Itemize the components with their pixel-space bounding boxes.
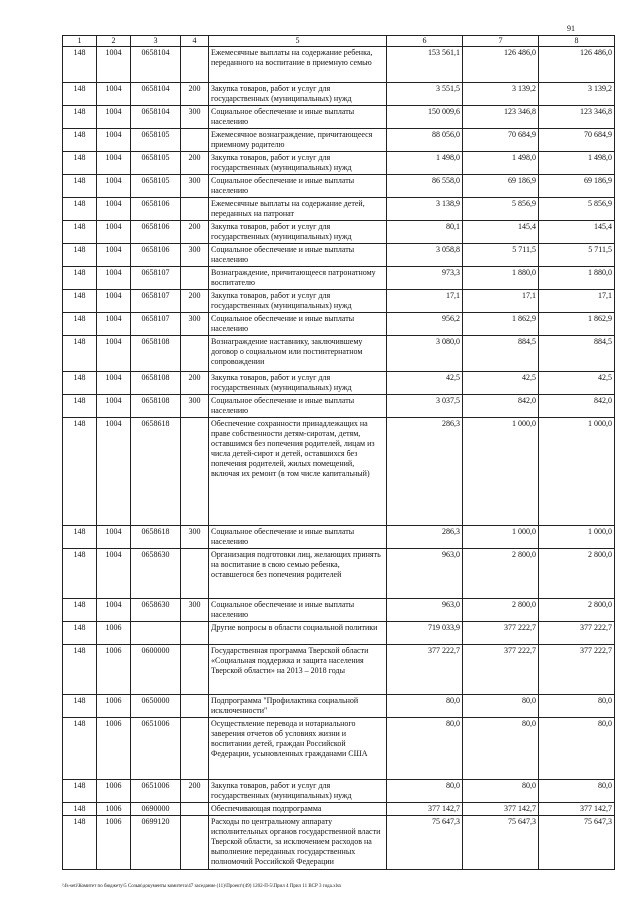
cell-c3: 0658108 [131,372,181,395]
cell-v8: 42,5 [539,372,615,395]
cell-c2: 1004 [97,152,131,175]
cell-v7: 2 800,0 [463,599,539,622]
cell-v7: 5 856,9 [463,198,539,221]
table-row [63,313,615,336]
cell-v7: 1 000,0 [463,418,539,526]
file-path-footer: \\fs-seti\Комитет по бюджету\5 Созыв\документы комитета\47 заседание (11)\Проект\(49) 1202-П-5\Прил 4 Прил 11 ВСР 3 года.xlsx [62,884,342,889]
cell-c2: 1006 [97,803,131,816]
table-row [63,526,615,549]
cell-c4 [181,267,209,290]
cell-c4: 200 [181,152,209,175]
cell-v8: 842,0 [539,395,615,418]
table-row [63,816,615,870]
cell-c2: 1004 [97,599,131,622]
cell-c4 [181,47,209,83]
cell-v7: 5 711,5 [463,244,539,267]
cell-c3: 0658105 [131,175,181,198]
cell-v6: 377 222,7 [387,645,463,695]
cell-c1: 148 [63,549,97,599]
cell-v8: 123 346,8 [539,106,615,129]
cell-v6: 86 558,0 [387,175,463,198]
table-row [63,152,615,175]
cell-v7: 80,0 [463,695,539,718]
cell-v6: 956,2 [387,313,463,336]
cell-v8: 2 800,0 [539,599,615,622]
cell-c3: 0650000 [131,695,181,718]
cell-c3: 0600000 [131,645,181,695]
cell-c4 [181,549,209,599]
cell-name: Обеспечивающая подпрограмма [209,803,387,816]
cell-c2: 1004 [97,244,131,267]
cell-v8: 1 000,0 [539,526,615,549]
cell-c1: 148 [63,816,97,870]
table-row [63,780,615,803]
table-row [63,106,615,129]
cell-c3: 0658107 [131,313,181,336]
cell-c4 [181,418,209,526]
table-row [63,336,615,372]
cell-v6: 42,5 [387,372,463,395]
cell-c4: 300 [181,244,209,267]
cell-name: Ежемесячные выплаты на содержание ребенка, переданного на воспитание в приемную семью [209,47,387,83]
cell-v7: 145,4 [463,221,539,244]
cell-c1: 148 [63,290,97,313]
cell-v7: 80,0 [463,718,539,780]
cell-v6: 80,1 [387,221,463,244]
cell-v6: 973,3 [387,267,463,290]
table-row [63,83,615,106]
cell-v8: 126 486,0 [539,47,615,83]
cell-c3: 0658105 [131,152,181,175]
table-row [63,645,615,695]
cell-v7: 842,0 [463,395,539,418]
cell-c1: 148 [63,83,97,106]
cell-c1: 148 [63,336,97,372]
cell-c4 [181,816,209,870]
cell-name: Государственная программа Тверской области «Социальная поддержка и защита населения Тверской области» на 2013 – 2018 годы [209,645,387,695]
cell-name: Вознаграждение наставнику, заключившему договор о социальном или постинтернатном сопровождении [209,336,387,372]
cell-name: Вознаграждение, причитающееся патронатному воспитателю [209,267,387,290]
column-header: 3 [131,36,181,47]
cell-c1: 148 [63,129,97,152]
cell-c3: 0658104 [131,106,181,129]
cell-name: Закупка товаров, работ и услуг для государственных (муниципальных) нужд [209,372,387,395]
cell-c2: 1006 [97,780,131,803]
cell-c1: 148 [63,395,97,418]
cell-c1: 148 [63,526,97,549]
cell-c2: 1004 [97,313,131,336]
cell-name: Социальное обеспечение и иные выплаты населению [209,175,387,198]
cell-c1: 148 [63,622,97,645]
cell-v6: 75 647,3 [387,816,463,870]
cell-c3: 0658107 [131,267,181,290]
table-row [63,129,615,152]
cell-v6: 377 142,7 [387,803,463,816]
cell-name: Социальное обеспечение и иные выплаты населению [209,244,387,267]
cell-c1: 148 [63,152,97,175]
cell-c3: 0699120 [131,816,181,870]
cell-c3: 0658107 [131,290,181,313]
cell-v8: 3 139,2 [539,83,615,106]
cell-name: Ежемесячное вознаграждение, причитающееся приемному родителю [209,129,387,152]
table-row [63,803,615,816]
cell-v8: 69 186,9 [539,175,615,198]
cell-c1: 148 [63,198,97,221]
table-row [63,175,615,198]
table-row [63,221,615,244]
cell-c3: 0658108 [131,336,181,372]
cell-c2: 1004 [97,336,131,372]
cell-v7: 123 346,8 [463,106,539,129]
table-row [63,622,615,645]
cell-v7: 2 800,0 [463,549,539,599]
cell-name: Социальное обеспечение и иные выплаты населению [209,526,387,549]
table-row [63,718,615,780]
cell-v7: 1 862,9 [463,313,539,336]
cell-c3: 0658104 [131,47,181,83]
cell-c1: 148 [63,372,97,395]
cell-v8: 70 684,9 [539,129,615,152]
header-row [63,36,615,47]
cell-v8: 80,0 [539,695,615,718]
cell-v8: 1 862,9 [539,313,615,336]
cell-v8: 377 222,7 [539,622,615,645]
cell-v7: 75 647,3 [463,816,539,870]
cell-v8: 2 800,0 [539,549,615,599]
cell-v7: 70 684,9 [463,129,539,152]
column-header: 7 [463,36,539,47]
cell-v6: 286,3 [387,526,463,549]
cell-c1: 148 [63,803,97,816]
cell-c2: 1006 [97,718,131,780]
cell-c1: 148 [63,47,97,83]
table-row [63,549,615,599]
cell-v7: 80,0 [463,780,539,803]
cell-v7: 377 142,7 [463,803,539,816]
column-header: 2 [97,36,131,47]
cell-v6: 286,3 [387,418,463,526]
cell-v8: 1 000,0 [539,418,615,526]
cell-c4 [181,622,209,645]
cell-c1: 148 [63,244,97,267]
cell-name: Ежемесячные выплаты на содержание детей, переданных на патронат [209,198,387,221]
cell-c2: 1004 [97,395,131,418]
cell-v8: 145,4 [539,221,615,244]
cell-c1: 148 [63,599,97,622]
cell-c3: 0658618 [131,418,181,526]
cell-v7: 884,5 [463,336,539,372]
cell-v6: 80,0 [387,695,463,718]
cell-v8: 377 142,7 [539,803,615,816]
table-row [63,244,615,267]
column-header: 4 [181,36,209,47]
cell-v8: 884,5 [539,336,615,372]
cell-c1: 148 [63,175,97,198]
cell-v6: 1 498,0 [387,152,463,175]
cell-c2: 1004 [97,526,131,549]
table-row [63,695,615,718]
cell-v7: 42,5 [463,372,539,395]
cell-c4: 200 [181,221,209,244]
cell-name: Расходы по центральному аппарату исполнительных органов государственной власти Тверской области, за исключением расходов на выполнение переданных государственных полномочий Российской Федерации [209,816,387,870]
cell-v6: 3 058,8 [387,244,463,267]
cell-c3: 0690000 [131,803,181,816]
cell-c1: 148 [63,695,97,718]
cell-c2: 1004 [97,372,131,395]
cell-v7: 377 222,7 [463,622,539,645]
cell-c4 [181,645,209,695]
cell-c4 [181,803,209,816]
cell-name: Другие вопросы в области социальной политики [209,622,387,645]
table-row [63,267,615,290]
cell-c3: 0651006 [131,718,181,780]
cell-c4: 300 [181,526,209,549]
cell-c2: 1004 [97,290,131,313]
cell-c3: 0658630 [131,549,181,599]
cell-c1: 148 [63,313,97,336]
cell-v8: 75 647,3 [539,816,615,870]
cell-c1: 148 [63,267,97,290]
cell-v7: 1 880,0 [463,267,539,290]
cell-c4: 200 [181,372,209,395]
cell-v7: 126 486,0 [463,47,539,83]
table-row [63,395,615,418]
cell-name: Закупка товаров, работ и услуг для государственных (муниципальных) нужд [209,152,387,175]
cell-v8: 80,0 [539,780,615,803]
cell-v6: 80,0 [387,780,463,803]
cell-c1: 148 [63,221,97,244]
cell-v7: 1 498,0 [463,152,539,175]
cell-c2: 1004 [97,175,131,198]
cell-v6: 3 551,5 [387,83,463,106]
cell-c4 [181,718,209,780]
cell-v8: 80,0 [539,718,615,780]
cell-name: Обеспечение сохранности принадлежащих на праве собственности детям-сиротам, детям, оставшимся без попечения родителей, лицам из числа детей-сирот и детей, оставшихся без попечения родителей, жилых помещений, включая их ремонт (в том числе капитальный) [209,418,387,526]
cell-c3: 0658106 [131,244,181,267]
cell-c4 [181,336,209,372]
cell-c3: 0658104 [131,83,181,106]
cell-v8: 17,1 [539,290,615,313]
cell-name: Закупка товаров, работ и услуг для государственных (муниципальных) нужд [209,221,387,244]
cell-c1: 148 [63,718,97,780]
cell-name: Социальное обеспечение и иные выплаты населению [209,313,387,336]
cell-c4: 300 [181,106,209,129]
cell-c3 [131,622,181,645]
table-row [63,599,615,622]
cell-name: Закупка товаров, работ и услуг для государственных (муниципальных) нужд [209,780,387,803]
cell-c3: 0658105 [131,129,181,152]
cell-c4 [181,695,209,718]
cell-v6: 719 033,9 [387,622,463,645]
cell-v6: 17,1 [387,290,463,313]
cell-c4 [181,129,209,152]
cell-c4: 300 [181,313,209,336]
cell-name: Социальное обеспечение и иные выплаты населению [209,395,387,418]
cell-v6: 963,0 [387,599,463,622]
cell-v6: 153 561,1 [387,47,463,83]
cell-v6: 80,0 [387,718,463,780]
table-body [63,47,615,870]
cell-name: Осуществление перевода и нотариального заверения отчетов об условиях жизни и воспитании детей, граждан Российской Федерации, усыновленных гражданами США [209,718,387,780]
cell-v8: 5 856,9 [539,198,615,221]
cell-c4: 300 [181,599,209,622]
cell-v8: 5 711,5 [539,244,615,267]
budget-table [62,35,615,870]
cell-c2: 1006 [97,695,131,718]
cell-v6: 3 080,0 [387,336,463,372]
cell-v7: 17,1 [463,290,539,313]
cell-c2: 1004 [97,198,131,221]
cell-c3: 0658106 [131,221,181,244]
cell-name: Подпрограмма "Профилактика социальной исключенности" [209,695,387,718]
cell-c3: 0658106 [131,198,181,221]
cell-c4: 200 [181,780,209,803]
cell-c2: 1006 [97,645,131,695]
table-row [63,198,615,221]
cell-v7: 69 186,9 [463,175,539,198]
cell-name: Социальное обеспечение и иные выплаты населению [209,599,387,622]
cell-v7: 3 139,2 [463,83,539,106]
cell-c3: 0658630 [131,599,181,622]
cell-c2: 1004 [97,418,131,526]
cell-c1: 148 [63,645,97,695]
cell-c4 [181,198,209,221]
cell-c3: 0658108 [131,395,181,418]
cell-c3: 0658618 [131,526,181,549]
cell-name: Закупка товаров, работ и услуг для государственных (муниципальных) нужд [209,290,387,313]
cell-name: Организация подготовки лиц, желающих принять на воспитание в свою семью ребенка, оставшегося без попечения родителей [209,549,387,599]
page-number: 91 [567,24,575,33]
cell-c2: 1004 [97,267,131,290]
column-header: 5 [209,36,387,47]
cell-c2: 1004 [97,129,131,152]
column-header: 8 [539,36,615,47]
cell-c2: 1006 [97,622,131,645]
cell-name: Социальное обеспечение и иные выплаты населению [209,106,387,129]
column-header: 6 [387,36,463,47]
cell-c2: 1004 [97,47,131,83]
cell-v8: 1 880,0 [539,267,615,290]
cell-c1: 148 [63,106,97,129]
cell-v6: 3 037,5 [387,395,463,418]
cell-v8: 377 222,7 [539,645,615,695]
column-header: 1 [63,36,97,47]
cell-name: Закупка товаров, работ и услуг для государственных (муниципальных) нужд [209,83,387,106]
cell-c4: 200 [181,290,209,313]
cell-v8: 1 498,0 [539,152,615,175]
cell-v6: 150 009,6 [387,106,463,129]
cell-c2: 1004 [97,221,131,244]
cell-c2: 1004 [97,549,131,599]
cell-c2: 1004 [97,83,131,106]
cell-v7: 1 000,0 [463,526,539,549]
cell-c4: 300 [181,395,209,418]
cell-c1: 148 [63,780,97,803]
cell-v6: 3 138,9 [387,198,463,221]
table-row [63,372,615,395]
cell-c4: 300 [181,175,209,198]
table-row [63,418,615,526]
cell-c2: 1006 [97,816,131,870]
cell-v6: 88 056,0 [387,129,463,152]
cell-v7: 377 222,7 [463,645,539,695]
cell-c4: 200 [181,83,209,106]
table-row [63,47,615,83]
cell-c2: 1004 [97,106,131,129]
cell-v6: 963,0 [387,549,463,599]
cell-c1: 148 [63,418,97,526]
cell-c3: 0651006 [131,780,181,803]
table-row [63,290,615,313]
